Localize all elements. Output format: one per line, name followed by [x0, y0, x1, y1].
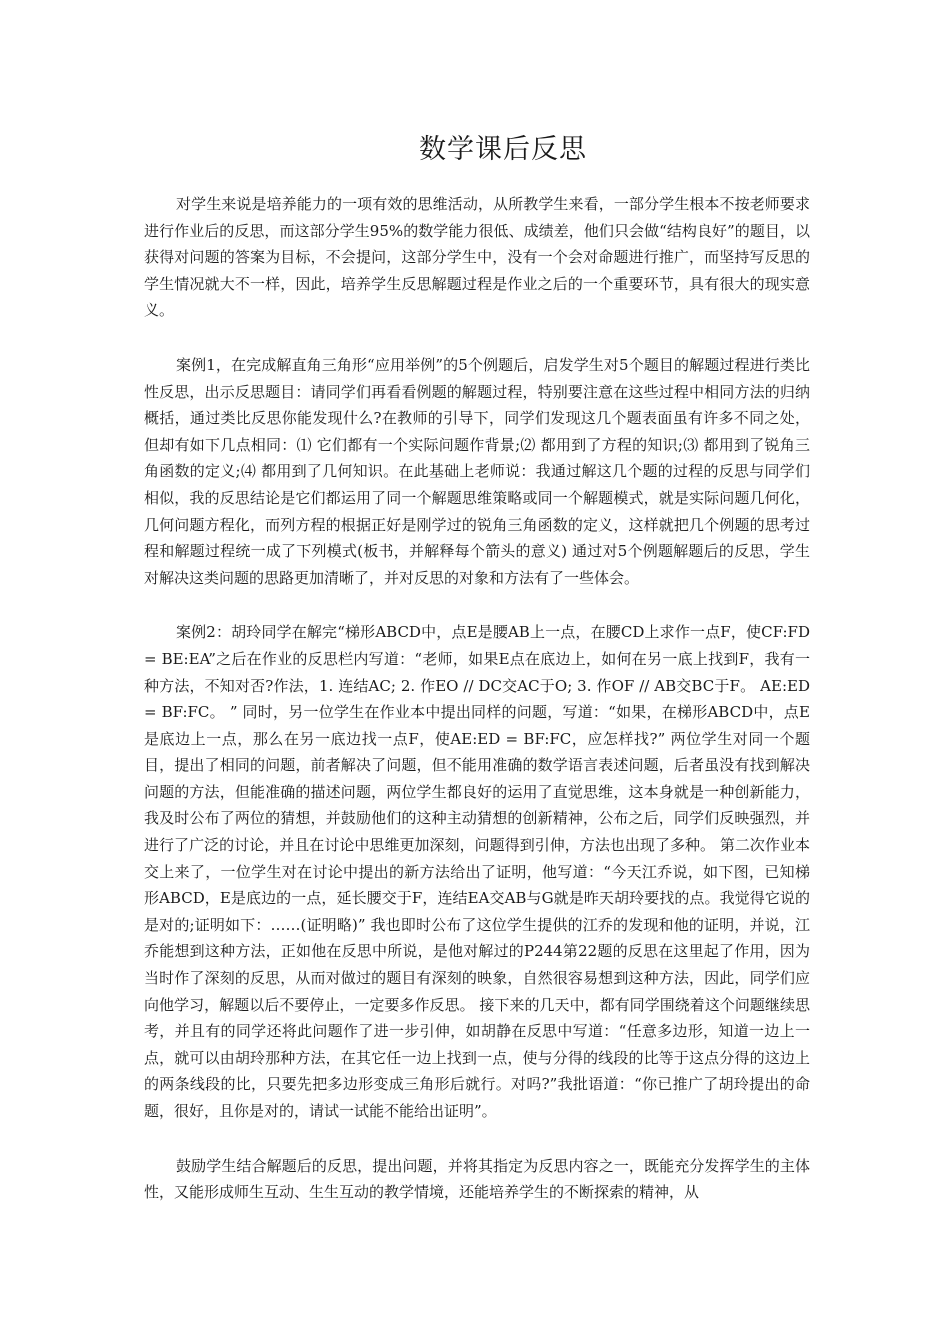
document-page — [144, 0, 810, 1344]
paragraph-case-2: 案例2：胡玲同学在解完“梯形ABCD中，点E是腰AB上一点，在腰CD上求作一点F，使CF:FD = BE:EA”之后在作业的反思栏内写道：“老师，如果E点在底边上，如何在另一底上找到F，我有一种方法，不知对否?作法，1. 连结AC; 2. 作EO // DC交AC于O; 3. 作OF // AB交BC于F。 AE:ED = BF:FC。 ” 同时，另一位学生在作业本中提出同样的问题，写道：“如果，在梯形ABCD中，点E是底边上一点，那么在另一底边找一点F，使AE:ED = BF:FC，应怎样找?” 两位学生对同一个题目，提出了相同的问题，前者解决了问题，但不能用准确的数学语言表述问题，后者虽没有找到解决问题的方法，但能准确的描述问题，两位学生都良好的运用了直觉思维，这本身就是一种创新能力，我及时公布了两位的猜想，并鼓励他们的这种主动猜想的创新精神，公布之后，同学们反映强烈，并进行了广泛的讨论，并且在讨论中思维更加深刻，问题得到引伸，方法也出现了多种。 第二次作业本交上来了，一位学生对在讨论中提出的新方法给出了证明，他写道：“今天江乔说，如下图，已知梯形ABCD，E是底边的一点，延长腰交于F，连结EA交AB与G就是昨天胡玲要找的点。我觉得它说的是对的;证明如下：……(证明略)” 我也即时公布了这位学生提供的江乔的发现和他的证明，并说，江乔能想到这种方法，正如他在反思中所说，是他对解过的P244第22题的反思在这里起了作用，因为当时作了深刻的反思，从而对做过的题目有深刻的映象，自然很容易想到这种方法，因此，同学们应向他学习，解题以后不要停止，一定要多作反思。 接下来的几天中，都有同学围绕着这个问题继续思考，并且有的同学还将此问题作了进一步引伸，如胡静在反思中写道：“任意多边形，知道一边上一点，就可以由胡玲那种方法，在其它任一边上找到一点，使与分得的线段的比等于这点分得的这边上的两条线段的比，只要先把多边形变成三角形后就行。对吗?”我批语道：“你已推广了胡玲提出的命题，很好，且你是对的，请试一试能不能给出证明”。 — [144, 623, 810, 1120]
paragraph-case-1: 案例1，在完成解直角三角形“应用举例”的5个例题后，启发学生对5个题目的解题过程进行类比性反思，出示反思题目：请同学们再看看例题的解题过程，特别要注意在这些过程中相同方法的归纳概括，通过类比反思你能发现什么?在教师的引导下，同学们发现这几个题表面虽有许多不同之处，但却有如下几点相同：⑴ 它们都有一个实际问题作背景;⑵ 都用到了方程的知识;⑶ 都用到了锐角三角函数的定义;⑷ 都用到了几何知识。在此基础上老师说：我通过解这几个题的过程的反思与同学们相似，我的反思结论是它们都运用了同一个解题思维策略或同一个解题模式，就是实际问题几何化，几何问题方程化，而列方程的根据正好是刚学过的锐角三角函数的定义，这样就把几个例题的思考过程和解题过程统一成了下列模式(板书，并解释每个箭头的意义) 通过对5个例题解题后的反思，学生对解决这类问题的思路更加清晰了，并对反思的对象和方法有了一些体会。 — [144, 355, 810, 587]
paragraph-conclusion: 鼓励学生结合解题后的反思，提出问题，并将其指定为反思内容之一，既能充分发挥学生的主体性，又能形成师生互动、生生互动的教学情境，还能培养学生的不断探索的精神，从 — [144, 1156, 810, 1202]
paragraph-intro: 对学生来说是培养能力的一项有效的思维活动，从所教学生来看，一部分学生根本不按老师要求进行作业后的反思，而这部分学生95%的数学能力很低、成绩差，他们只会做“结构良好”的题目，以获得对问题的答案为目标，不会提问，这部分学生中，没有一个会对命题进行推广，而坚持写反思的学生情况就大不一样，因此，培养学生反思解题过程是作业之后的一个重要环节，具有很大的现实意义。 — [144, 195, 810, 320]
document-body — [144, 191, 810, 1206]
document-title: 数学课后反思 — [419, 134, 587, 165]
